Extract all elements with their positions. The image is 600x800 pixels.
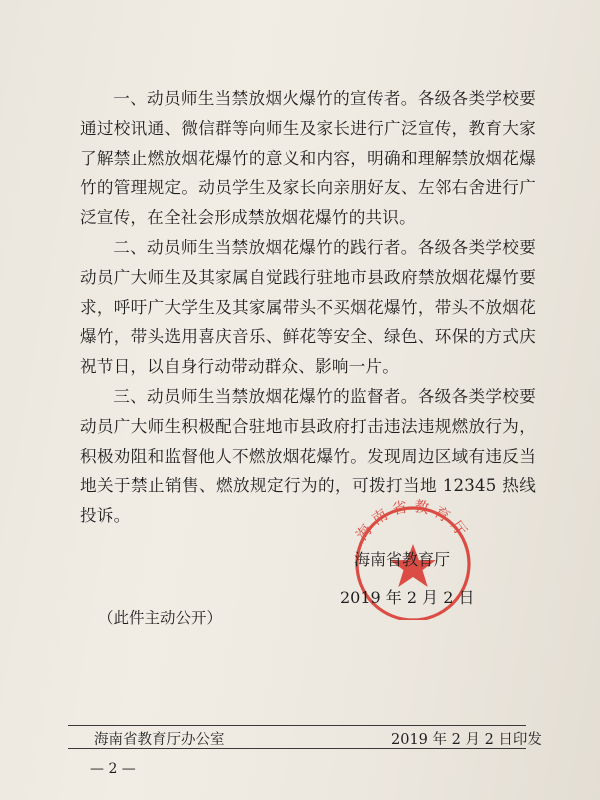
signature-date: 2019 年 2 月 2 日 (340, 588, 475, 607)
svg-text:海南省教育厅 (353, 497, 474, 544)
paragraph-3: 三、动员师生当禁放烟花爆竹的监督者。各级各类学校要动员广大师生积极配合驻地市县政府打击违法违规燃放行为，积极劝阻和监督他人不燃放烟花爆竹。发现周边区域有违反当地关于禁止销售、燃放规定行为的，可拨打当地 12345 热线投诉。 (80, 386, 536, 526)
signature-organization: 海南省教育厅 (354, 550, 451, 569)
document-body (80, 84, 536, 531)
disclosure-note: （此件主动公开） (98, 609, 223, 627)
footer-print-date: 2019 年 2 月 2 日印发 (391, 732, 542, 748)
paragraph-1: 一、动员师生当禁放烟火爆竹的宣传者。各级各类学校要通过校讯通、微信群等向师生及家长进行广泛宣传，教育大家了解禁止燃放烟花爆竹的意义和内容，明确和理解禁放烟花爆竹的管理规定。动员学生及家长向亲朋好友、左邻右舍进行广泛宣传，在全社会形成禁放烟花爆竹的共识。 (80, 89, 536, 228)
footer-top-rule (68, 725, 526, 726)
page-number: — 2 — (90, 761, 136, 777)
paragraph-2: 二、动员师生当禁放烟花爆竹的践行者。各级各类学校要动员广大师生及其家属自觉践行驻地市县政府禁放烟花爆竹要求，呼吁广大学生及其家属带头不买烟花爆竹，带头不放烟花爆竹，带头选用喜庆音乐、鲜花等安全、绿色、环保的方式庆祝节日，以自身行动带动群众、影响一片。 (80, 237, 536, 377)
seal-text: 海南省教育厅 (352, 496, 474, 544)
footer-issuer: 海南省教育厅办公室 (94, 732, 225, 748)
footer-bottom-rule (68, 748, 526, 749)
